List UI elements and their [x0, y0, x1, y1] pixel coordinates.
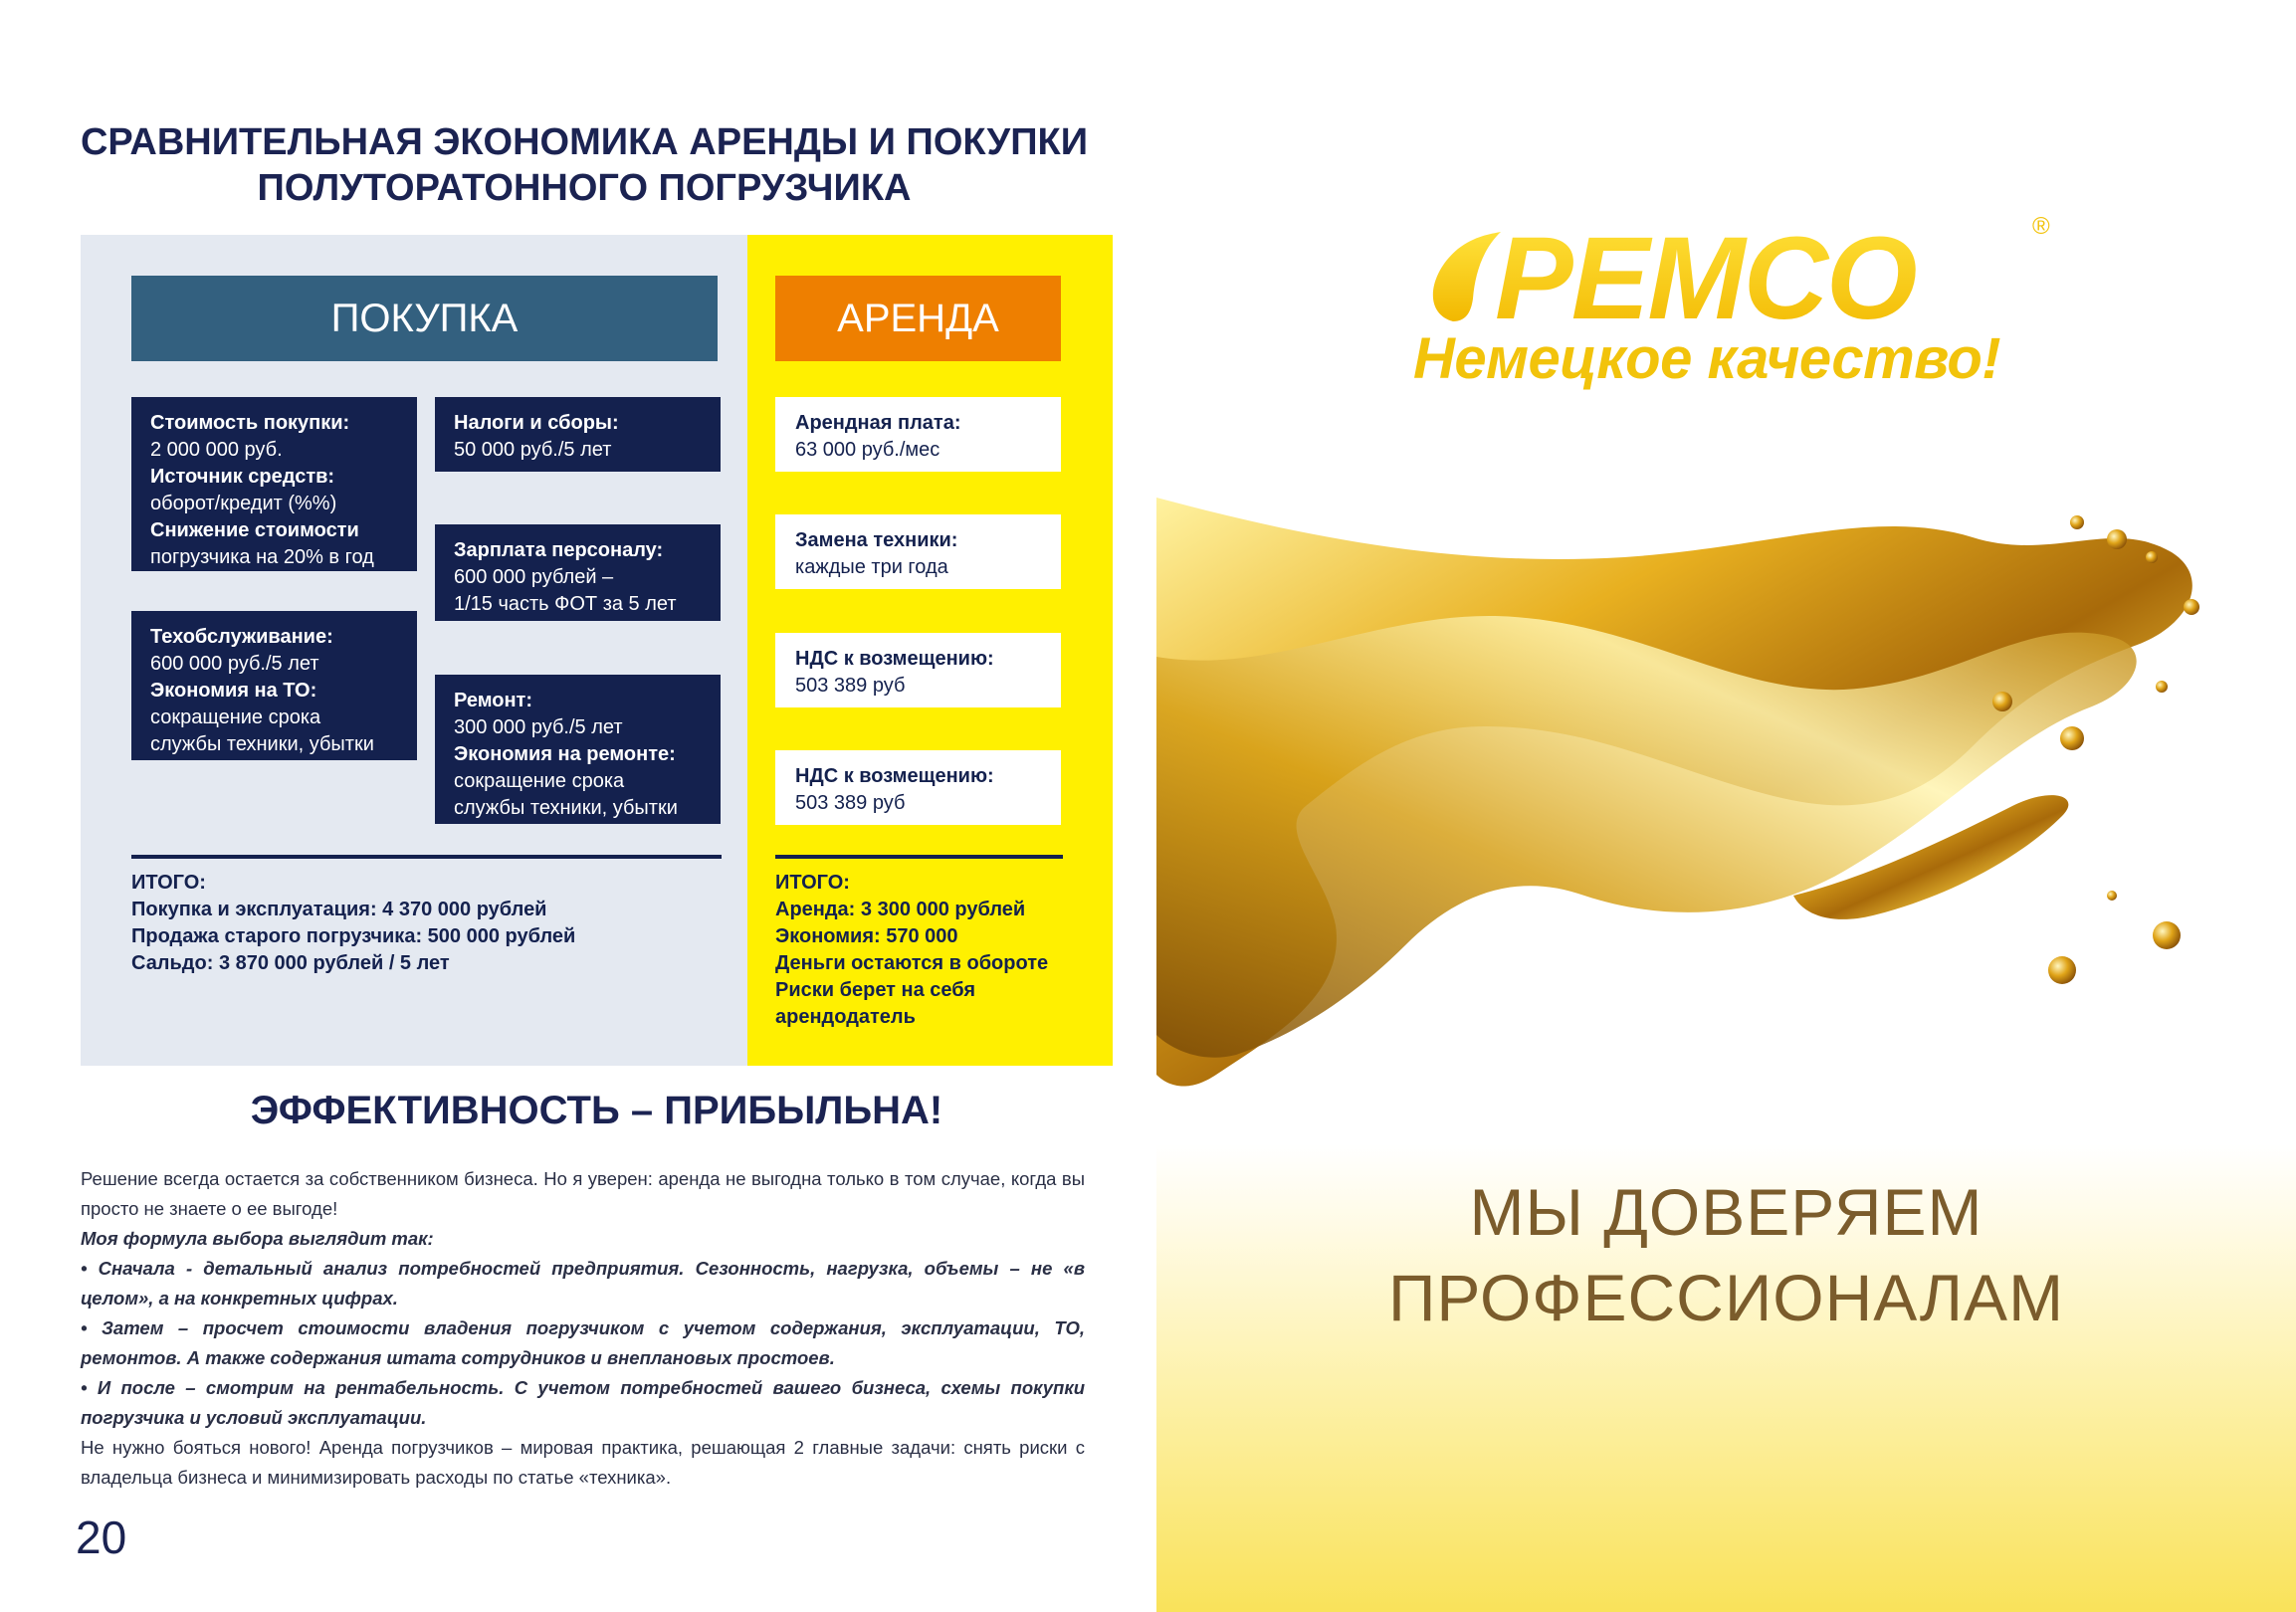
rent-totals-divider	[775, 855, 1063, 859]
logo-wordmark: PEMCO	[1495, 213, 1916, 343]
paragraph: Решение всегда остается за собственником бизнеса. Но я уверен: аренда не выгодна только в том случае, когда вы просто не знаете о ее выгоде!	[81, 1168, 1085, 1219]
page-number: 20	[76, 1511, 127, 1563]
purchase-totals-divider	[131, 855, 722, 859]
efficiency-heading: ЭФФЕКТИВНОСТЬ – ПРИБЫЛЬНА!	[250, 1089, 943, 1132]
rent-fee-box: Арендная плата: 63 000 руб./мес	[775, 397, 1061, 472]
repair-box: Ремонт: 300 000 руб./5 лет Экономия на ремонте: сокращение срока службы техники, убытки	[435, 675, 721, 824]
registered-mark: ®	[2032, 213, 2050, 240]
salary-box: Зарплата персоналу: 600 000 рублей – 1/15 часть ФОТ за 5 лет	[435, 524, 721, 621]
oil-splash-image	[1156, 478, 2296, 1134]
rent-totals: ИТОГО: Аренда: 3 300 000 рублей Экономия: 570 000 Деньги остаются в обороте Риски берет на себя арендодатель	[775, 872, 1049, 1028]
vat-refund-box-2: НДС к возмещению: 503 389 руб	[775, 750, 1061, 825]
paragraph: • Затем – просчет стоимости владения погрузчиком с учетом содержания, эксплуатации, ТО, ремонтов. А также содержания штата сотрудников и внеплановых простоев.	[81, 1317, 1085, 1368]
paragraph: Моя формула выбора выглядит так:	[81, 1228, 434, 1249]
pemco-logo	[1413, 204, 2060, 343]
trust-slogan: МЫ ДОВЕРЯЕМ ПРОФЕССИОНАЛАМ	[1387, 1175, 2065, 1334]
paragraph: • Сначала - детальный анализ потребностей предприятия. Сезонность, нагрузка, объемы – не «в целом», а на конкретных цифрах.	[81, 1258, 1085, 1309]
maintenance-box: Техобслуживание: 600 000 руб./5 лет Экономия на ТО: сокращение срока службы техники, убытки	[131, 611, 417, 760]
purchase-totals: ИТОГО: Покупка и эксплуатация: 4 370 000 рублей Продажа старого погрузчика: 500 000 рублей Сальдо: 3 870 000 рублей / 5 лет	[131, 872, 576, 974]
purchase-cost-box: Стоимость покупки: 2 000 000 руб. Источник средств: оборот/кредит (%%) Снижение стоимости погрузчика на 20% в год	[131, 397, 417, 571]
purchase-header: ПОКУПКА	[131, 276, 718, 361]
brand-slogan: Немецкое качество!	[1413, 326, 2001, 391]
paragraph: • И после – смотрим на рентабельность. С учетом потребностей вашего бизнеса, схемы покупки погрузчика и условий эксплуатации.	[81, 1377, 1085, 1428]
taxes-box: Налоги и сборы: 50 000 руб./5 лет	[435, 397, 721, 472]
page-title: СРАВНИТЕЛЬНАЯ ЭКОНОМИКА АРЕНДЫ И ПОКУПКИ ПОЛУТОРАТОННОГО ПОГРУЗЧИКА	[80, 121, 1089, 209]
rent-header: АРЕНДА	[775, 276, 1061, 361]
paragraph: Не нужно бояться нового! Аренда погрузчиков – мировая практика, решающая 2 главные задачи: снять риски с владельца бизнеса и минимизировать расходы по статье «техника».	[81, 1437, 1085, 1488]
article-body	[81, 1164, 1085, 1493]
drop-icon	[1433, 232, 1501, 321]
vat-refund-box: НДС к возмещению: 503 389 руб	[775, 633, 1061, 707]
equipment-replacement-box: Замена техники: каждые три года	[775, 514, 1061, 589]
